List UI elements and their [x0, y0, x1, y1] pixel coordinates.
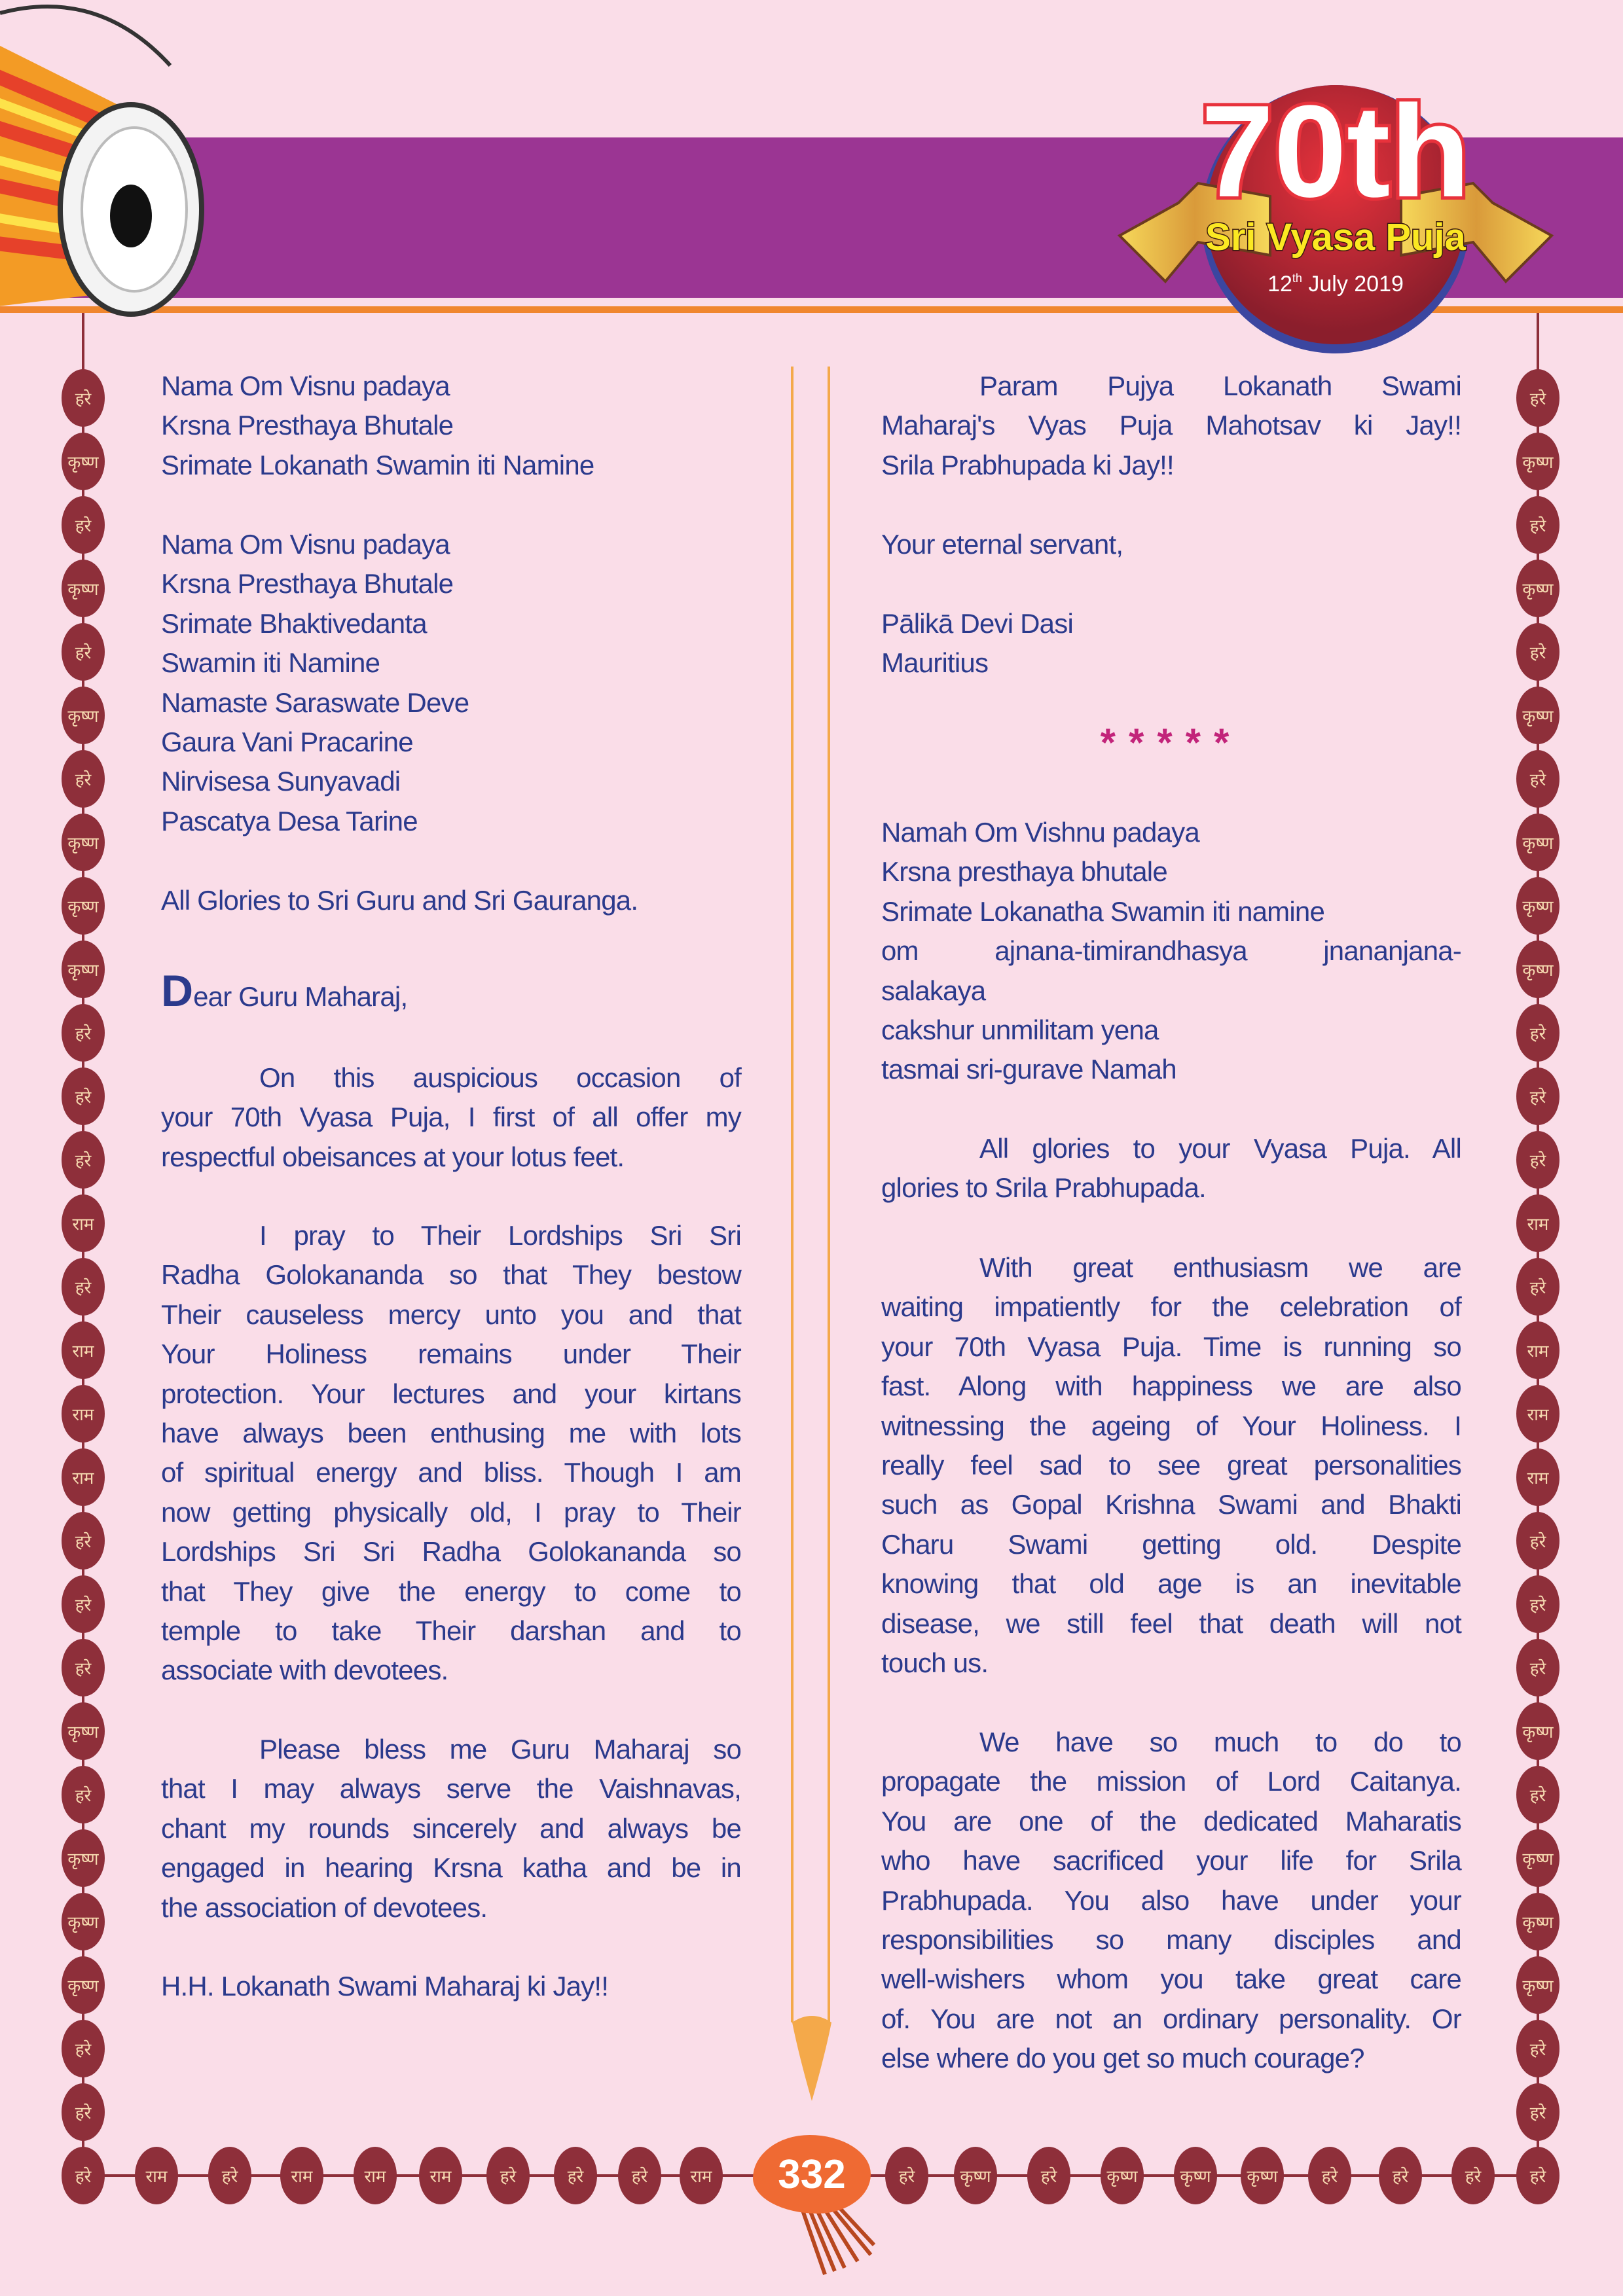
glories-line — [161, 881, 741, 920]
text-line: You are one of the dedicated Maharatis — [881, 1805, 1461, 1837]
mridanga-drum-icon — [0, 0, 210, 321]
mala-bead: हरे — [1516, 1639, 1559, 1696]
mala-bead: राम — [62, 1321, 105, 1379]
mala-bead: हरे — [486, 2147, 530, 2204]
mala-bead: कृष्ण — [62, 560, 105, 617]
text-line: who have sacrificed your life for Srila — [881, 1845, 1461, 1876]
text-line: om ajnana-timirandhasya jnananjana- — [881, 935, 1461, 967]
mala-bead: कृष्ण — [62, 1956, 105, 2014]
text-line: Krsna presthaya bhutale — [881, 856, 1167, 888]
text-line: Maharaj's Vyas Puja Mahotsav ki Jay!! — [881, 410, 1461, 441]
text-line: your 70th Vyasa Puja, I first of all offer my — [161, 1102, 741, 1133]
text-line: Krsna Presthaya Bhutale — [161, 410, 454, 441]
mala-bead: कृष्ण — [62, 433, 105, 490]
mantra-3 — [881, 813, 1461, 1090]
drop-cap: D — [161, 966, 194, 1016]
paragraph-6 — [881, 1723, 1461, 2079]
mala-bead: कृष्ण — [1516, 560, 1559, 617]
text-line: Nirvisesa Sunyavadi — [161, 766, 401, 797]
mala-bead: राम — [280, 2147, 323, 2204]
text-line: Their causeless mercy unto you and that — [161, 1299, 741, 1330]
mala-bead: कृष्ण — [1516, 433, 1559, 490]
mala-bead: राम — [419, 2147, 462, 2204]
paragraph-4 — [881, 1129, 1461, 1208]
mala-bead: हरे — [1516, 496, 1559, 554]
mala-bead: राम — [135, 2147, 178, 2204]
text-line: Srimate Lokanath Swamin iti Namine — [161, 449, 594, 480]
mala-bead: हरे — [62, 1004, 105, 1062]
text-line: really feel sad to see great personalities — [881, 1449, 1461, 1480]
mala-bead: राम — [62, 1448, 105, 1506]
mala-bead: कृष्ण — [62, 941, 105, 998]
mala-bead: कृष्ण — [1516, 1893, 1559, 1950]
text-line: Radha Golokananda so that They bestow — [161, 1259, 741, 1291]
text-line: fast. Along with happiness we are also — [881, 1371, 1461, 1402]
text-line: touch us. — [881, 1647, 989, 1678]
text-line: glories to Srila Prabhupada. — [881, 1172, 1206, 1204]
mala-bead: कृष्ण — [1516, 877, 1559, 935]
text-line: Please bless me Guru Maharaj so — [259, 1734, 741, 1765]
mala-bead: हरे — [1516, 1131, 1559, 1189]
jay-paragraph — [881, 367, 1461, 485]
mala-bead: हरे — [1516, 2083, 1559, 2141]
paragraph-2 — [161, 1216, 741, 1691]
signoff — [881, 525, 1461, 564]
mala-bead: कृष्ण — [1516, 941, 1559, 998]
signature — [881, 604, 1461, 683]
text-line: have always been enthusing me with lots — [161, 1417, 741, 1448]
text-line: Swamin iti Namine — [161, 647, 380, 679]
text-line: chant my rounds sincerely and always be — [161, 1812, 741, 1844]
mantra-1 — [161, 367, 741, 485]
mala-bead: हरे — [1516, 369, 1559, 427]
mala-bead: हरे — [1516, 623, 1559, 681]
text-line: Prabhupada. You also have under your — [881, 1884, 1461, 1916]
text-line: responsibilities so many disciples and — [881, 1924, 1461, 1955]
text-line: Gaura Vani Pracarine — [161, 726, 413, 757]
text-line: propagate the mission of Lord Caitanya. — [881, 1766, 1461, 1797]
text-line: All Glories to Sri Guru and Sri Gauranga. — [161, 885, 638, 916]
mala-bead: राम — [62, 1194, 105, 1252]
text-line: temple to take Their darshan and to — [161, 1615, 741, 1646]
text-line: Nama Om Visnu padaya — [161, 529, 450, 560]
mala-bead: हरे — [62, 1512, 105, 1570]
logo-number: 70th — [1201, 79, 1470, 224]
mala-bead: हरे — [62, 369, 105, 427]
text-line: of spiritual energy and bliss. Though I am — [161, 1457, 741, 1488]
salutation — [161, 967, 741, 1014]
mantra-2 — [161, 525, 741, 841]
mala-bead: हरे — [208, 2147, 251, 2204]
text-line: Param Pujya Lokanath Swami — [979, 370, 1461, 401]
mala-bead: कृष्ण — [1101, 2147, 1144, 2204]
paragraph-3 — [161, 1730, 741, 1928]
mala-bead: हरे — [1516, 1004, 1559, 1062]
text-line: protection. Your lectures and your kirtans — [161, 1378, 741, 1409]
mala-bead: हरे — [1027, 2147, 1070, 2204]
mala-bead: हरे — [554, 2147, 597, 2204]
mala-bead: हरे — [62, 1639, 105, 1696]
mala-bead: कृष्ण — [62, 877, 105, 935]
text-line: associate with devotees. — [161, 1655, 448, 1686]
mala-bead: कृष्ण — [62, 1829, 105, 1887]
mala-bead: राम — [1516, 1321, 1559, 1379]
paragraph-1 — [161, 1058, 741, 1177]
text-line: of. You are not an ordinary personality. Or — [881, 2003, 1461, 2034]
text-line: Your Holiness remains under Their — [161, 1338, 741, 1370]
mala-bead: राम — [62, 1385, 105, 1443]
mala-bead: राम — [354, 2147, 397, 2204]
text-line: knowing that old age is an inevitable — [881, 1568, 1461, 1600]
mala-bead: कृष्ण — [62, 814, 105, 871]
column-divider-right — [828, 367, 830, 2022]
text-line: With great enthusiasm we are — [979, 1252, 1461, 1283]
separator-asterisks: ***** — [1100, 721, 1243, 764]
text-line: I pray to Their Lordships Sri Sri — [259, 1220, 741, 1251]
text-line: Krsna Presthaya Bhutale — [161, 568, 454, 600]
text-line: Pascatya Desa Tarine — [161, 805, 418, 836]
text-line: Lordships Sri Sri Radha Golokananda so — [161, 1536, 741, 1568]
mala-bead: राम — [1516, 1385, 1559, 1443]
text-line: Srimate Bhaktivedanta — [161, 607, 427, 639]
text-line: Srimate Lokanatha Swamin iti namine — [881, 895, 1325, 927]
mala-bead: कृष्ण — [1241, 2147, 1284, 2204]
mala-bead: हरे — [618, 2147, 661, 2204]
text-line: the association of devotees. — [161, 1892, 488, 1923]
text-line: Your eternal servant, — [881, 529, 1123, 560]
text-line: Mauritius — [881, 647, 989, 679]
mala-bead: हरे — [1516, 1067, 1559, 1125]
mala-bead: कृष्ण — [1174, 2147, 1217, 2204]
mala-bead: हरे — [1516, 1512, 1559, 1570]
text-line: engaged in hearing Krsna katha and be in — [161, 1852, 741, 1884]
mala-bead: हरे — [1516, 1575, 1559, 1633]
closing-line — [161, 1967, 741, 2006]
text-line: Charu Swami getting old. Despite — [881, 1528, 1461, 1560]
mala-bead: कृष्ण — [1516, 687, 1559, 744]
text-line: that I may always serve the Vaishnavas, — [161, 1773, 741, 1804]
mala-bead: हरे — [62, 1766, 105, 1823]
mala-bead: हरे — [1516, 2020, 1559, 2077]
mala-bead: हरे — [62, 1067, 105, 1125]
text-line: well-wishers whom you take great care — [881, 1964, 1461, 1995]
text-line: disease, we still feel that death will not — [881, 1607, 1461, 1639]
text-line: Namah Om Vishnu padaya — [881, 817, 1199, 848]
mala-bead: हरे — [1516, 1258, 1559, 1316]
mala-bead: हरे — [1308, 2147, 1351, 2204]
text-line: else where do you get so much courage? — [881, 2043, 1364, 2074]
text-line: tasmai sri-gurave Namah — [881, 1054, 1176, 1085]
mala-bead: हरे — [1451, 2147, 1495, 2204]
text-line: witnessing the ageing of Your Holiness. I — [881, 1410, 1461, 1441]
text-line: respectful obeisances at your lotus feet. — [161, 1141, 625, 1172]
mala-bead: हरे — [1516, 750, 1559, 808]
mala-bead: कृष्ण — [62, 687, 105, 744]
mala-bead: हरे — [1379, 2147, 1422, 2204]
text-line: H.H. Lokanath Swami Maharaj ki Jay!! — [161, 1971, 609, 2001]
logo-date: 12th July 2019 — [1267, 272, 1404, 296]
mala-bead: हरे — [62, 2147, 105, 2204]
mala-bead: हरे — [62, 2083, 105, 2141]
text-line: Nama Om Visnu padaya — [161, 370, 450, 401]
text-line: such as Gopal Krishna Swami and Bhakti — [881, 1489, 1461, 1520]
mala-bead: हरे — [62, 2020, 105, 2077]
paragraph-5 — [881, 1248, 1461, 1683]
vyasa-puja-logo — [1106, 65, 1565, 360]
mala-bead: कृष्ण — [1516, 1702, 1559, 1760]
mala-bead: हरे — [62, 750, 105, 808]
logo-title: Sri Vyasa Puja — [1205, 216, 1466, 259]
tilak-drop-icon — [789, 2016, 835, 2101]
text-line: now getting physically old, I pray to Their — [161, 1496, 741, 1528]
mala-bead: हरे — [62, 623, 105, 681]
salutation-text: ear Guru Maharaj, — [193, 981, 408, 1012]
mala-bead: कृष्ण — [1516, 1956, 1559, 2014]
text-line: Namaste Saraswate Deve — [161, 687, 469, 718]
text-line: that They give the energy to come to — [161, 1575, 741, 1607]
mala-bead: राम — [1516, 1448, 1559, 1506]
mala-bead: कृष्ण — [1516, 814, 1559, 871]
text-line: Srila Prabhupada ki Jay!! — [881, 449, 1174, 480]
mala-bead: राम — [1516, 1194, 1559, 1252]
text-line: your 70th Vyasa Puja. Time is running so — [881, 1331, 1461, 1362]
mala-bead: कृष्ण — [1516, 1829, 1559, 1887]
mala-bead: हरे — [62, 1258, 105, 1316]
text-line: salakaya — [881, 975, 986, 1006]
text-line: We have so much to do to — [979, 1727, 1461, 1757]
page-number: 332 — [753, 2135, 871, 2214]
mala-bead: हरे — [1516, 1766, 1559, 1823]
mala-bead: हरे — [1516, 2147, 1559, 2204]
mala-bead: हरे — [62, 496, 105, 554]
mala-bead: हरे — [62, 1575, 105, 1633]
text-line: waiting impatiently for the celebration of — [881, 1291, 1461, 1323]
text-line: Pālikā Devi Dasi — [881, 608, 1073, 639]
mala-bead: राम — [680, 2147, 723, 2204]
mala-bead: कृष्ण — [62, 1893, 105, 1950]
mala-bead: कृष्ण — [954, 2147, 997, 2204]
mala-bead: कृष्ण — [62, 1702, 105, 1760]
text-line: On this auspicious occasion of — [259, 1062, 741, 1093]
text-line: cakshur unmilitam yena — [881, 1014, 1159, 1045]
mala-bead: हरे — [62, 1131, 105, 1189]
mala-bead: हरे — [885, 2147, 928, 2204]
text-line: All glories to your Vyasa Puja. All — [979, 1133, 1461, 1164]
column-divider-left — [791, 367, 793, 2022]
